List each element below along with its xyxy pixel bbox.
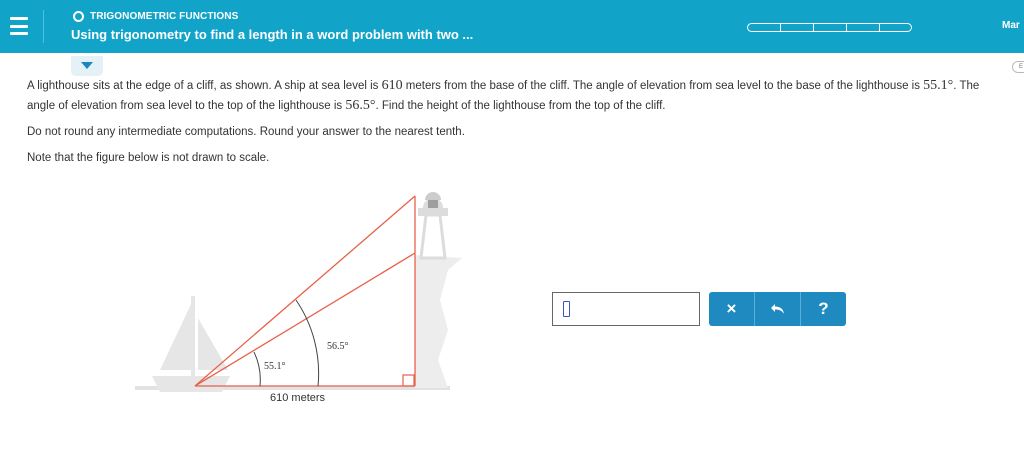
help-button[interactable]: ? bbox=[801, 292, 846, 326]
topic-label: TRIGONOMETRIC FUNCTIONS bbox=[90, 11, 239, 22]
answer-tools bbox=[709, 292, 846, 326]
line-of-sight-top bbox=[195, 196, 415, 386]
angle-base-value: 55.1° bbox=[923, 78, 954, 93]
angle-top-value: 56.5° bbox=[345, 98, 376, 113]
problem-text-4: . Find the height of the lighthouse from the top of the cliff. bbox=[375, 100, 666, 112]
problem-text-2: meters from the base of the cliff. The angle of elevation from sea level to the base of the lighthouse is bbox=[402, 80, 924, 92]
angle-top-label: 56.5° bbox=[327, 341, 349, 352]
user-name[interactable]: Mar bbox=[1002, 20, 1020, 31]
undo-button[interactable] bbox=[755, 292, 801, 326]
answer-input[interactable] bbox=[553, 293, 699, 325]
rounding-instruction: Do not round any intermediate computations. Round your answer to the nearest tenth. bbox=[27, 126, 465, 138]
answer-box[interactable] bbox=[552, 292, 700, 326]
cliff-shape bbox=[415, 255, 462, 388]
undo-icon bbox=[770, 303, 786, 315]
right-angle-marker bbox=[403, 375, 414, 386]
scale-note: Note that the figure below is not drawn to scale. bbox=[27, 152, 270, 164]
distance-label: 610 meters bbox=[270, 392, 326, 404]
distance-value: 610 bbox=[381, 78, 403, 93]
angle-base-label: 55.1° bbox=[264, 361, 286, 372]
clear-button[interactable]: × bbox=[709, 292, 755, 326]
problem-text-3: . The angle of elevation from sea level to the top of the lighthouse is bbox=[27, 80, 980, 112]
problem-text-1: A lighthouse sits at the edge of a cliff, as shown. A ship at sea level is bbox=[27, 80, 382, 92]
page-title: Using trigonometry to find a length in a word problem with two ... bbox=[71, 27, 474, 42]
side-button[interactable]: E bbox=[1012, 61, 1024, 73]
line-of-sight-base bbox=[195, 253, 415, 386]
lighthouse-icon bbox=[418, 192, 448, 258]
sailboat-icon bbox=[152, 296, 230, 392]
angle-arc-base bbox=[254, 352, 260, 386]
